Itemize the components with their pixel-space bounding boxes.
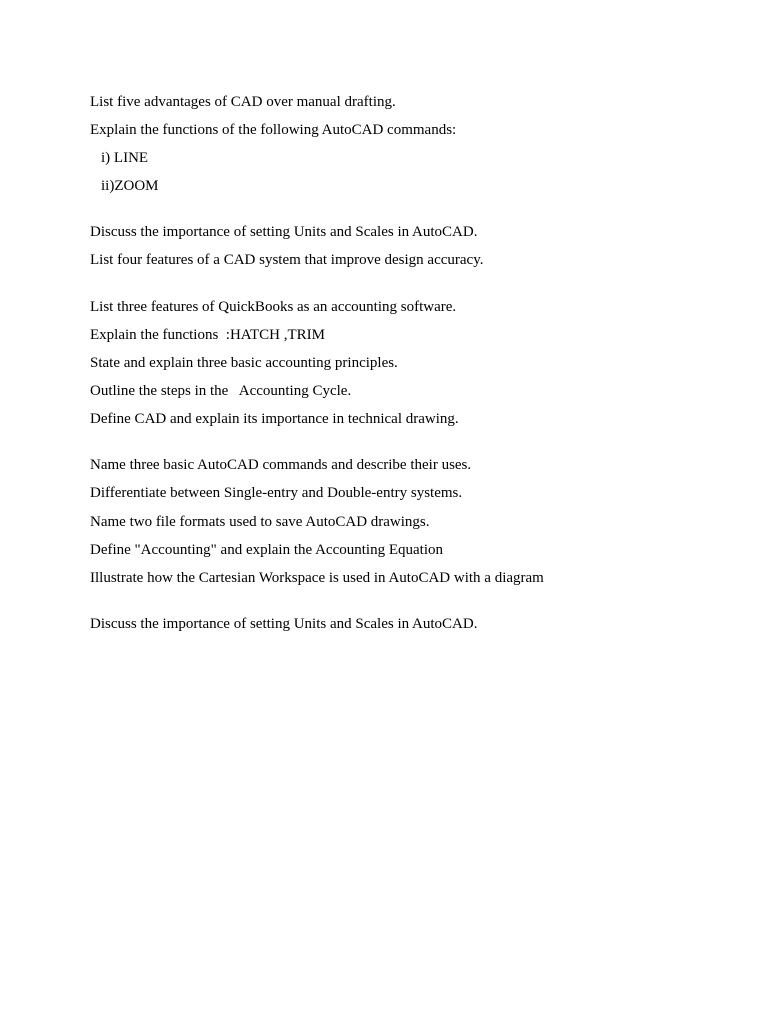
question-line: Discuss the importance of setting Units and Scales in AutoCAD.	[90, 616, 478, 632]
question-line: List four features of a CAD system that improve design accuracy.	[90, 252, 484, 268]
question-line: Define CAD and explain its importance in technical drawing.	[90, 411, 459, 427]
question-line: Name two file formats used to save AutoCAD drawings.	[90, 514, 430, 530]
question-line: Differentiate between Single-entry and Double-entry systems.	[90, 485, 463, 501]
question-line: State and explain three basic accounting principles.	[90, 355, 398, 371]
sub-item-line: ii)ZOOM	[101, 178, 159, 194]
question-line: List three features of QuickBooks as an accounting software.	[90, 299, 457, 315]
question-line: Illustrate how the Cartesian Workspace is used in AutoCAD with a diagram	[90, 570, 544, 586]
question-line: List five advantages of CAD over manual drafting.	[90, 94, 396, 110]
question-line: Explain the functions of the following AutoCAD commands:	[90, 122, 457, 138]
question-line: Explain the functions :HATCH ,TRIM	[90, 327, 325, 343]
question-line: Discuss the importance of setting Units and Scales in AutoCAD.	[90, 224, 478, 240]
sub-item-line: i) LINE	[101, 150, 149, 166]
question-line: Define "Accounting" and explain the Accounting Equation	[90, 542, 443, 558]
question-line: Name three basic AutoCAD commands and describe their uses.	[90, 457, 472, 473]
question-line: Outline the steps in the Accounting Cycle.	[90, 383, 352, 399]
